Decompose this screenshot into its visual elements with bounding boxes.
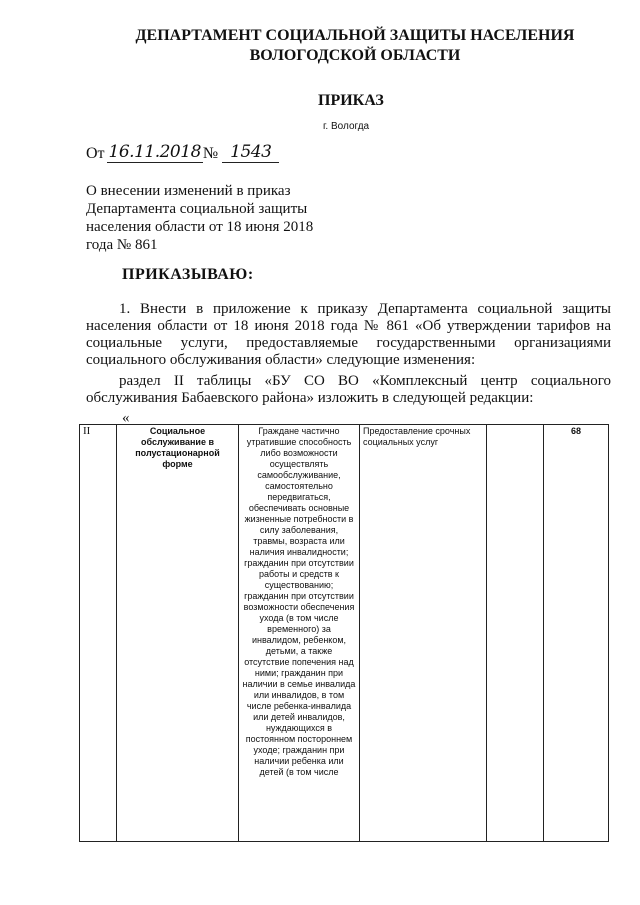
cell-tariff-value: 68 (544, 425, 609, 842)
header-line-2: ВОЛОГОДСКОЙ ОБЛАСТИ (249, 47, 461, 64)
handwritten-date: 16.11.2018 (108, 142, 201, 162)
city-label: г. Вологда (323, 121, 370, 132)
tariff-table (79, 424, 609, 842)
order-subject (86, 182, 346, 254)
table-row (80, 425, 609, 842)
order-date-line (86, 142, 279, 163)
cell-service-form: Социальное обслуживание в полустационарной форме (117, 425, 239, 842)
paragraph-2: раздел II таблицы «БУ СО ВО «Комплексный центр социального обслуживания Бабаевского района» изложить в следующей редакции: (86, 373, 611, 406)
cell-empty (487, 425, 544, 842)
handwritten-number: 1543 (222, 142, 279, 163)
cell-section-number: II (80, 425, 117, 842)
order-title: ПРИКАЗ (318, 92, 384, 109)
cell-recipients: Граждане частично утратившие способность либо возможности осуществлять самообслуживание, самостоятельно передвигаться, обеспечивать основные жизненные потребности в силу заболевания, травмы, возраста или наличия инвалидности; гражданин при отсутствии работы и средств к существованию; гражданин при отсутствии возможности обеспечения ухода (в том числе временного) за инвалидом, ребенком, детьми, а также отсутствие попечения над ними; гражданин при наличии в семье инвалида или инвалидов, в том числе ребенка-инвалида или детей инвалидов, нуждающихся в постоянном постороннем уходе; гражданин при наличии ребенка или детей (в том числе (239, 425, 360, 842)
order-verb: ПРИКАЗЫВАЮ: (122, 266, 254, 283)
header-line-1: ДЕПАРТАМЕНТ СОЦИАЛЬНОЙ ЗАЩИТЫ НАСЕЛЕНИЯ (135, 27, 575, 44)
date-prefix: От (86, 145, 105, 162)
subject-line-2: Департамента социальной защиты (86, 201, 308, 217)
opening-quote: « (122, 410, 130, 426)
subject-line-4: года № 861 (86, 237, 158, 253)
number-sign: № (202, 145, 219, 162)
subject-line-1: О внесении изменений в приказ (86, 183, 291, 199)
department-header (0, 26, 640, 66)
cell-service-name: Предоставление срочных социальных услуг (360, 425, 487, 842)
paragraph-1: 1. Внести в приложение к приказу Департамента социальной защиты населения области от 18 июня 2018 года № 861 «Об утверждении тарифов на социальные услуги, предоставляемые государственными организациями социального обслуживания области» следующие изменения: (86, 301, 611, 368)
subject-line-3: населения области от 18 июня 2018 (86, 219, 314, 235)
